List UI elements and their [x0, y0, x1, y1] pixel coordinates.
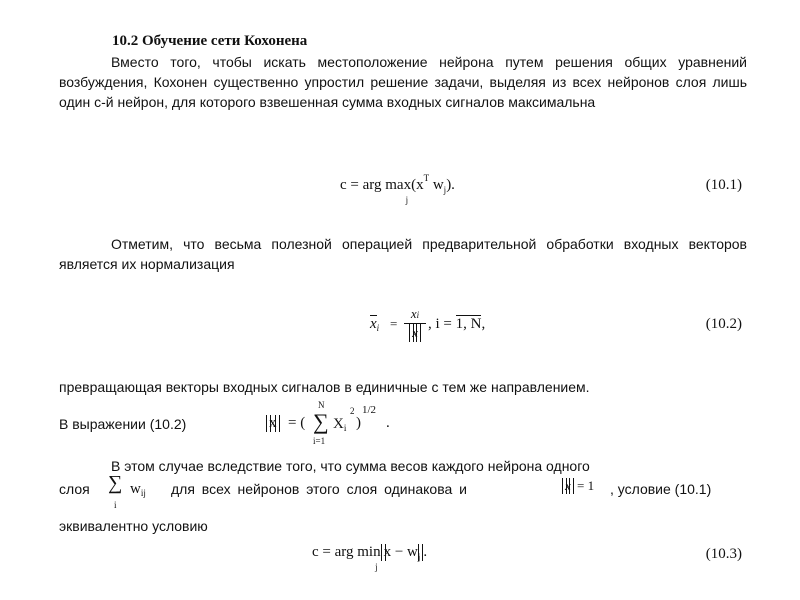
- eq2-lhs-sub: i: [376, 323, 380, 333]
- eq1-w-sub: j: [443, 185, 447, 195]
- equation-number-10-1: (10.1): [705, 177, 742, 193]
- equation-10-1: [340, 173, 455, 205]
- eq2-tail-end: ,: [481, 316, 486, 332]
- weights-end-text: , условие (10.1): [610, 481, 712, 497]
- norm-exp: 1/2: [362, 404, 377, 416]
- norm-sum-bottom: i=1: [313, 436, 326, 446]
- eq2-tail-i: , i =: [428, 316, 456, 332]
- eq1-lhs: c = arg max: [340, 177, 412, 193]
- eq2-num: x: [410, 306, 417, 321]
- paragraph-intro-text: Вместо того, чтобы искать местоположение нейрона путем решения общих уравнений возбуждения, Кохонен существенно упростил решение задачи, выделяя из всех нейронов слоя лишь один с-й нейрон, для которого взвешенная сумма входных сигналов максимальна: [59, 54, 747, 110]
- paragraph-unit-vectors: [59, 377, 747, 397]
- eq2-range: 1, N: [455, 316, 482, 332]
- norm-eq: = (: [288, 415, 306, 431]
- paragraph-weights-line1: [59, 456, 747, 476]
- eq1-sup: T: [423, 173, 430, 183]
- weights-middle-text: для всех нейронов этого слоя одинакова и: [171, 481, 467, 497]
- eq3-end: .: [423, 544, 428, 560]
- paragraph-normalization: [59, 234, 747, 274]
- eq1-w: w: [432, 177, 444, 193]
- equation-number-10-3: (10.3): [705, 546, 742, 562]
- eq3-lhs: c = arg min: [312, 544, 381, 560]
- eq3-inner-sub: j: [417, 552, 421, 562]
- eq3-under: j: [375, 562, 378, 572]
- sum-icon: ∑: [313, 409, 329, 434]
- paragraph-intro: [59, 52, 747, 112]
- eq2-den: x: [412, 325, 418, 340]
- unit-norm-val: = 1: [577, 478, 595, 493]
- eq1-arg-open: (x: [411, 177, 424, 193]
- norm-x: x: [269, 415, 277, 431]
- paragraph-equivalent-text: эквивалентно условию: [59, 518, 208, 534]
- weight-sum-w: w: [130, 481, 141, 497]
- weight-sum: [108, 472, 158, 512]
- eq2-equals: =: [390, 316, 398, 331]
- paragraph-normalization-text: Отметим, что весьма полезной операцией предварительной обработки входных векторов является их нормализация: [59, 236, 747, 272]
- weight-sum-sub: ij: [140, 488, 146, 498]
- expression-label: В выражении (10.2): [59, 416, 187, 432]
- norm-sum-top: N: [318, 400, 325, 410]
- equation-number-10-2: (10.2): [705, 316, 742, 332]
- equation-10-3: [312, 544, 428, 572]
- section-heading: 10.2 Обучение сети Кохонена: [112, 33, 308, 49]
- eq3-inner: x − w: [383, 544, 418, 560]
- weight-sum-index: i: [114, 500, 117, 510]
- unit-norm-x: x: [565, 478, 571, 493]
- paragraph-equivalent: [59, 516, 747, 536]
- eq2-lhs-x: x: [370, 316, 377, 332]
- norm-close: ): [356, 415, 361, 431]
- unit-norm: [562, 478, 594, 494]
- paragraph-weights-line1-text: В этом случае вследствие того, что сумма весов каждого нейрона одного: [111, 458, 590, 474]
- norm-xi-sub: i: [343, 423, 347, 433]
- weight-sum-icon: ∑: [108, 472, 123, 494]
- eq2-num-sub: i: [416, 310, 420, 320]
- paragraph-unit-vectors-text: превращающая векторы входных сигналов в единичные с тем же направлением.: [59, 379, 590, 395]
- norm-end: .: [386, 415, 390, 431]
- norm-xi: X: [333, 416, 344, 432]
- word-layer: слоя: [59, 481, 90, 497]
- eq1-under: j: [405, 195, 409, 205]
- norm-formula: [266, 400, 406, 448]
- eq1-arg-close: ).: [446, 177, 455, 193]
- norm-sq: 2: [350, 406, 355, 416]
